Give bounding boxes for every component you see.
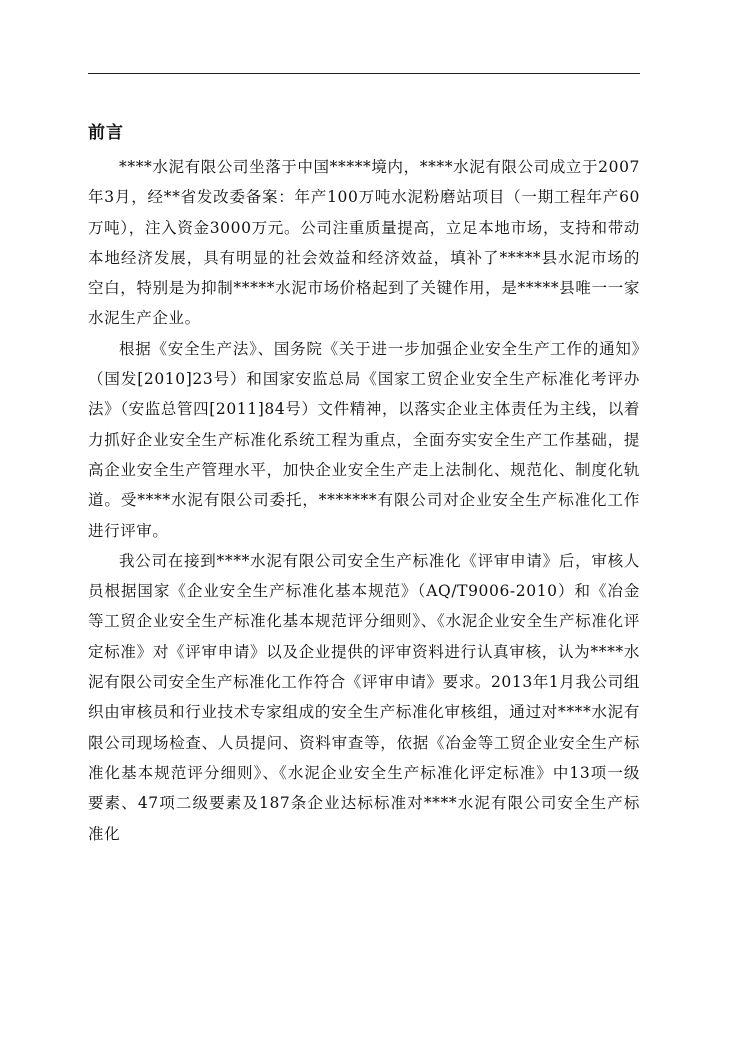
section-heading: 前言 (88, 123, 124, 143)
header-rule (88, 73, 640, 74)
paragraph-legal-basis: 根据《安全生产法》、国务院《关于进一步加强企业安全生产工作的通知》（国发[2010]23号）和国家安监总局《国家工贸企业安全生产标准化考评办法》（安监总管四[2011]84号）文件精神，以落实企业主体责任为主线，以着力抓好企业安全生产标准化系统工程为重点，全面夯实安全生产工作基础，提高企业安全生产管理水平，加快企业安全生产走上法制化、规范化、制度化轨道。受****水泥有限公司委托，*******有限公司对企业安全生产标准化工作进行评审。 (88, 339, 640, 540)
paragraph-company-intro: ****水泥有限公司坐落于中国*****境内，****水泥有限公司成立于2007年3月，经**省发改委备案：年产100万吨水泥粉磨站项目（一期工程年产60万吨），注入资金3000万元。公司注重质量提高，立足本地市场，支持和带动本地经济发展，具有明显的社会效益和经济效益，填补了*****县水泥市场的空白，特别是为抑制*****水泥市场价格起到了关键作用，是*****县唯一一家水泥生产企业。 (88, 158, 640, 328)
paragraph-review-process: 我公司在接到****水泥有限公司安全生产标准化《评审申请》后，审核人员根据国家《企业安全生产标准化基本规范》（AQ/T9006-2010）和《冶金等工贸企业安全生产标准化基本规范评分细则》、《水泥企业安全生产标准化评定标准》对《评审申请》以及企业提供的评审资料进行认真审核，认为****水泥有限公司安全生产标准化工作符合《评审申请》要求。2013年1月我公司组织由审核员和行业技术专家组成的安全生产标准化审核组，通过对****水泥有限公司现场检查、人员提问、资料审查等，依据《冶金等工贸企业安全生产标准化基本规范评分细则》、《水泥企业安全生产标准化评定标准》中13项一级要素、47项二级要素及187条企业达标标准对****水泥有限公司安全生产标准化 (88, 551, 640, 843)
document-body (88, 120, 640, 849)
